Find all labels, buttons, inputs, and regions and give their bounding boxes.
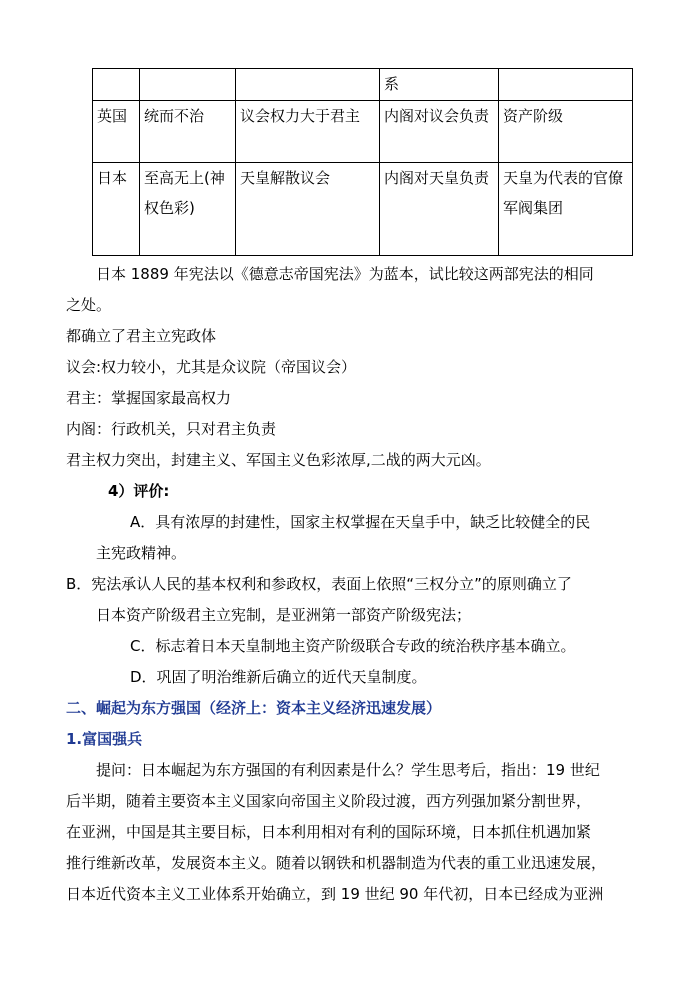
comparison-table bbox=[92, 68, 633, 256]
table-cell: 议会权力大于君主 bbox=[236, 101, 380, 163]
paragraph: 君主：掌握国家最高权力 bbox=[66, 389, 232, 407]
list-item-b: B．宪法承认人民的基本权利和参政权，表面上依照“三权分立”的原则确立了 bbox=[66, 575, 572, 593]
table-row bbox=[93, 101, 633, 163]
table-cell bbox=[140, 69, 236, 101]
table-cell bbox=[236, 69, 380, 101]
sub-heading: 1.富国强兵 bbox=[66, 730, 143, 748]
paragraph: 议会:权力较小，尤其是众议院（帝国议会） bbox=[66, 358, 357, 376]
list-item-a: A．具有浓厚的封建性，国家主权掌握在天皇手中，缺乏比较健全的民 bbox=[130, 513, 591, 531]
paragraph-line: 推行维新改革，发展资本主义。随着以钢铁和机器制造为代表的重工业迅速发展， bbox=[66, 854, 607, 872]
paragraph-line: 提问：日本崛起为东方强国的有利因素是什么？学生思考后，指出：19 世纪 bbox=[96, 761, 600, 779]
paragraph: 君主权力突出，封建主义、军国主义色彩浓厚,二战的两大元凶。 bbox=[66, 451, 491, 469]
table-cell bbox=[93, 69, 140, 101]
table-cell: 日本 bbox=[93, 163, 140, 256]
intro-line-1: 日本 1889 年宪法以《德意志帝国宪法》为蓝本，试比较这两部宪法的相同 bbox=[96, 265, 594, 283]
list-item-a-cont: 主宪政精神。 bbox=[96, 544, 187, 562]
list-item-b-cont: 日本资产阶级君主立宪制，是亚洲第一部资产阶级宪法； bbox=[96, 606, 472, 624]
table-cell: 天皇为代表的官僚军阀集团 bbox=[499, 163, 633, 256]
paragraph-line: 在亚洲，中国是其主要目标，日本利用相对有利的国际环境，日本抓住机遇加紧 bbox=[66, 823, 592, 841]
table-cell: 至高无上(神权色彩) bbox=[140, 163, 236, 256]
intro-line-2: 之处。 bbox=[66, 296, 112, 314]
table-cell: 资产阶级 bbox=[499, 101, 633, 163]
section-heading: 二、崛起为东方强国（经济上：资本主义经济迅速发展） bbox=[66, 699, 442, 717]
list-item-c: C．标志着日本天皇制地主资产阶级联合专政的统治秩序基本确立。 bbox=[130, 637, 576, 655]
table-cell bbox=[499, 69, 633, 101]
table-cell: 内阁对天皇负责 bbox=[380, 163, 499, 256]
paragraph: 内阁：行政机关，只对君主负责 bbox=[66, 420, 277, 438]
table-cell: 系 bbox=[380, 69, 499, 101]
paragraph-line: 日本近代资本主义工业体系开始确立，到 19 世纪 90 年代初，日本已经成为亚洲 bbox=[66, 885, 604, 903]
table-row bbox=[93, 163, 633, 256]
table-row bbox=[93, 69, 633, 101]
evaluation-heading: 4）评价: bbox=[108, 482, 170, 500]
table-cell: 英国 bbox=[93, 101, 140, 163]
table-cell: 统而不治 bbox=[140, 101, 236, 163]
table-cell: 内阁对议会负责 bbox=[380, 101, 499, 163]
paragraph-line: 后半期，随着主要资本主义国家向帝国主义阶段过渡，西方列强加紧分割世界， bbox=[66, 792, 592, 810]
list-item-d: D．巩固了明治维新后确立的近代天皇制度。 bbox=[130, 668, 427, 686]
paragraph: 都确立了君主立宪政体 bbox=[66, 327, 217, 345]
table-cell: 天皇解散议会 bbox=[236, 163, 380, 256]
